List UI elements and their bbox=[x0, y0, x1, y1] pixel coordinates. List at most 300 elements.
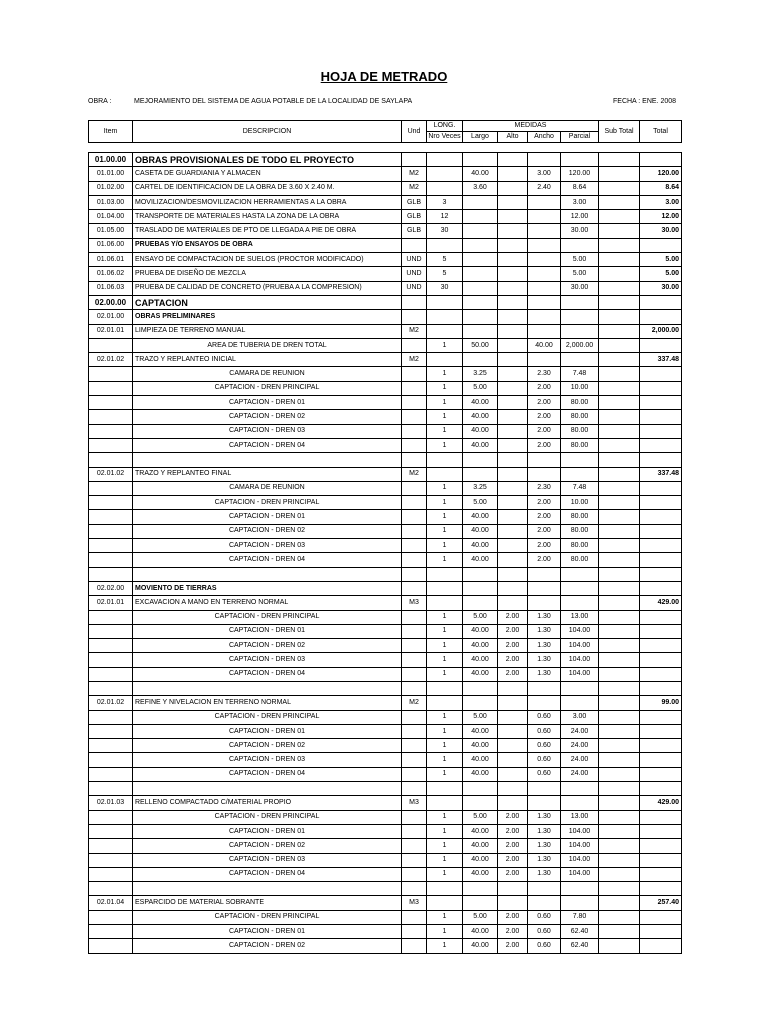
unit-cell bbox=[402, 338, 427, 352]
alto-cell bbox=[498, 195, 528, 209]
alto-cell bbox=[498, 782, 528, 796]
nro-veces-cell: 1 bbox=[427, 739, 463, 753]
ancho-cell: 1.30 bbox=[528, 853, 561, 867]
largo-cell bbox=[463, 467, 498, 481]
total-cell bbox=[640, 410, 682, 424]
item-cell bbox=[89, 753, 133, 767]
item-cell bbox=[89, 410, 133, 424]
largo-cell: 40.00 bbox=[463, 510, 498, 524]
description-cell: CAPTACION - DREN PRINCIPAL bbox=[133, 810, 402, 824]
ancho-cell: 2.00 bbox=[528, 438, 561, 452]
parcial-cell: 8.64 bbox=[561, 181, 599, 195]
total-cell bbox=[640, 524, 682, 538]
total-cell bbox=[640, 338, 682, 352]
subsection-row bbox=[89, 238, 682, 252]
largo-cell: 3.25 bbox=[463, 481, 498, 495]
alto-cell: 2.00 bbox=[498, 925, 528, 939]
nro-veces-cell bbox=[427, 238, 463, 252]
parcial-cell bbox=[561, 782, 599, 796]
parcial-cell bbox=[561, 882, 599, 896]
header-long: LONG. bbox=[427, 121, 463, 132]
unit-cell bbox=[402, 653, 427, 667]
ancho-cell: 1.30 bbox=[528, 839, 561, 853]
total-cell bbox=[640, 367, 682, 381]
item-cell bbox=[89, 853, 133, 867]
unit-cell bbox=[402, 367, 427, 381]
unit-cell bbox=[402, 610, 427, 624]
ancho-cell bbox=[528, 353, 561, 367]
unit-cell: M2 bbox=[402, 467, 427, 481]
nro-veces-cell: 1 bbox=[427, 338, 463, 352]
description-cell: ESPARCIDO DE MATERIAL SOBRANTE bbox=[133, 896, 402, 910]
largo-cell: 40.00 bbox=[463, 925, 498, 939]
largo-cell: 40.00 bbox=[463, 724, 498, 738]
description-cell: TRAZO Y REPLANTEO INICIAL bbox=[133, 353, 402, 367]
item-cell bbox=[89, 610, 133, 624]
total-cell bbox=[640, 238, 682, 252]
parcial-cell: 104.00 bbox=[561, 824, 599, 838]
item-cell bbox=[89, 925, 133, 939]
total-cell: 429.00 bbox=[640, 796, 682, 810]
alto-cell bbox=[498, 681, 528, 695]
sub-total-cell bbox=[599, 581, 640, 595]
sub-total-cell bbox=[599, 696, 640, 710]
largo-cell bbox=[463, 267, 498, 281]
alto-cell bbox=[498, 253, 528, 267]
alto-cell: 2.00 bbox=[498, 824, 528, 838]
unit-cell bbox=[402, 310, 427, 324]
ancho-cell: 2.00 bbox=[528, 424, 561, 438]
alto-cell bbox=[498, 796, 528, 810]
ancho-cell: 2.00 bbox=[528, 510, 561, 524]
description-cell: CAPTACION - DREN 04 bbox=[133, 438, 402, 452]
unit-cell bbox=[402, 824, 427, 838]
description-cell: LIMPIEZA DE TERRENO MANUAL bbox=[133, 324, 402, 338]
largo-cell: 40.00 bbox=[463, 667, 498, 681]
ancho-cell: 1.30 bbox=[528, 810, 561, 824]
item-cell bbox=[89, 939, 133, 953]
table-row bbox=[89, 624, 682, 638]
sub-total-cell bbox=[599, 367, 640, 381]
largo-cell: 40.00 bbox=[463, 438, 498, 452]
unit-cell bbox=[402, 839, 427, 853]
table-row bbox=[89, 481, 682, 495]
table-row bbox=[89, 739, 682, 753]
largo-cell: 40.00 bbox=[463, 424, 498, 438]
total-cell bbox=[640, 539, 682, 553]
ancho-cell bbox=[528, 210, 561, 224]
largo-cell: 40.00 bbox=[463, 539, 498, 553]
description-cell: CAPTACION - DREN 02 bbox=[133, 839, 402, 853]
nro-veces-cell: 1 bbox=[427, 667, 463, 681]
parcial-cell bbox=[561, 596, 599, 610]
total-cell: 12.00 bbox=[640, 210, 682, 224]
table-row bbox=[89, 224, 682, 238]
parcial-cell: 80.00 bbox=[561, 539, 599, 553]
largo-cell: 40.00 bbox=[463, 553, 498, 567]
page-title: HOJA DE METRADO bbox=[320, 69, 448, 84]
sub-total-cell bbox=[599, 553, 640, 567]
total-cell bbox=[640, 667, 682, 681]
unit-cell: M2 bbox=[402, 696, 427, 710]
sub-total-cell bbox=[599, 796, 640, 810]
item-cell: 01.05.00 bbox=[89, 224, 133, 238]
table-row bbox=[89, 539, 682, 553]
ancho-cell: 2.00 bbox=[528, 410, 561, 424]
parcial-cell bbox=[561, 453, 599, 467]
alto-cell bbox=[498, 739, 528, 753]
ancho-cell bbox=[528, 782, 561, 796]
description-cell: OBRAS PRELIMINARES bbox=[133, 310, 402, 324]
ancho-cell: 1.30 bbox=[528, 624, 561, 638]
header-descripcion: DESCRIPCION bbox=[133, 121, 402, 143]
sub-total-cell bbox=[599, 481, 640, 495]
alto-cell bbox=[498, 453, 528, 467]
item-cell: 02.01.03 bbox=[89, 796, 133, 810]
alto-cell bbox=[498, 438, 528, 452]
table-row bbox=[89, 195, 682, 209]
largo-cell bbox=[463, 310, 498, 324]
parcial-cell: 10.00 bbox=[561, 496, 599, 510]
nro-veces-cell bbox=[427, 796, 463, 810]
description-cell: RELLENO COMPACTADO C/MATERIAL PROPIO bbox=[133, 796, 402, 810]
parcial-cell bbox=[561, 153, 599, 167]
table-row bbox=[89, 281, 682, 295]
ancho-cell: 2.40 bbox=[528, 181, 561, 195]
description-cell: TRASLADO DE MATERIALES DE PTO DE LLEGADA A PIE DE OBRA bbox=[133, 224, 402, 238]
unit-cell: UND bbox=[402, 281, 427, 295]
nro-veces-cell: 1 bbox=[427, 925, 463, 939]
total-cell bbox=[640, 653, 682, 667]
unit-cell bbox=[402, 739, 427, 753]
sub-total-cell bbox=[599, 181, 640, 195]
sub-total-cell bbox=[599, 453, 640, 467]
item-cell: 02.01.04 bbox=[89, 896, 133, 910]
parcial-cell bbox=[561, 696, 599, 710]
item-cell bbox=[89, 882, 133, 896]
item-cell: 01.06.02 bbox=[89, 267, 133, 281]
largo-cell: 40.00 bbox=[463, 939, 498, 953]
nro-veces-cell: 1 bbox=[427, 853, 463, 867]
table-row bbox=[89, 667, 682, 681]
table-row bbox=[89, 867, 682, 881]
item-cell bbox=[89, 867, 133, 881]
alto-cell bbox=[498, 396, 528, 410]
alto-cell bbox=[498, 238, 528, 252]
description-cell: CAPTACION - DREN 02 bbox=[133, 410, 402, 424]
item-cell: 01.03.00 bbox=[89, 195, 133, 209]
item-cell bbox=[89, 839, 133, 853]
unit-cell bbox=[402, 510, 427, 524]
alto-cell bbox=[498, 381, 528, 395]
description-cell: MOVIENTO DE TIERRAS bbox=[133, 581, 402, 595]
nro-veces-cell: 1 bbox=[427, 396, 463, 410]
unit-cell bbox=[402, 453, 427, 467]
alto-cell: 2.00 bbox=[498, 853, 528, 867]
total-cell bbox=[640, 939, 682, 953]
description-cell: CAPTACION - DREN 01 bbox=[133, 396, 402, 410]
alto-cell: 2.00 bbox=[498, 939, 528, 953]
parcial-cell bbox=[561, 324, 599, 338]
unit-cell bbox=[402, 882, 427, 896]
ancho-cell bbox=[528, 295, 561, 309]
description-cell: TRAZO Y REPLANTEO FINAL bbox=[133, 467, 402, 481]
header-largo: Largo bbox=[463, 132, 498, 143]
total-cell bbox=[640, 824, 682, 838]
unit-cell: M2 bbox=[402, 353, 427, 367]
parcial-cell: 7.48 bbox=[561, 367, 599, 381]
unit-cell bbox=[402, 681, 427, 695]
total-cell bbox=[640, 310, 682, 324]
obra-label: OBRA : bbox=[88, 98, 112, 105]
alto-cell bbox=[498, 896, 528, 910]
table-row bbox=[89, 767, 682, 781]
table-row bbox=[89, 210, 682, 224]
alto-cell bbox=[498, 181, 528, 195]
alto-cell bbox=[498, 696, 528, 710]
unit-cell: M3 bbox=[402, 796, 427, 810]
total-cell bbox=[640, 839, 682, 853]
largo-cell: 40.00 bbox=[463, 767, 498, 781]
total-cell bbox=[640, 867, 682, 881]
largo-cell: 5.00 bbox=[463, 381, 498, 395]
unit-cell bbox=[402, 724, 427, 738]
largo-cell: 40.00 bbox=[463, 839, 498, 853]
description-cell: CAMARA DE REUNION bbox=[133, 481, 402, 495]
nro-veces-cell bbox=[427, 167, 463, 181]
nro-veces-cell bbox=[427, 882, 463, 896]
header-item: Item bbox=[89, 121, 133, 143]
item-cell bbox=[89, 824, 133, 838]
ancho-cell: 2.00 bbox=[528, 553, 561, 567]
largo-cell: 40.00 bbox=[463, 167, 498, 181]
unit-cell: GLB bbox=[402, 210, 427, 224]
parcial-cell: 24.00 bbox=[561, 753, 599, 767]
description-cell: CAPTACION - DREN 03 bbox=[133, 853, 402, 867]
unit-cell bbox=[402, 410, 427, 424]
unit-cell bbox=[402, 424, 427, 438]
table-row bbox=[89, 896, 682, 910]
total-cell: 8.64 bbox=[640, 181, 682, 195]
parcial-cell: 5.00 bbox=[561, 267, 599, 281]
largo-cell: 40.00 bbox=[463, 867, 498, 881]
ancho-cell: 0.60 bbox=[528, 724, 561, 738]
nro-veces-cell: 1 bbox=[427, 624, 463, 638]
description-cell: CAMARA DE REUNION bbox=[133, 367, 402, 381]
unit-cell bbox=[402, 496, 427, 510]
largo-cell: 5.00 bbox=[463, 810, 498, 824]
ancho-cell bbox=[528, 681, 561, 695]
alto-cell bbox=[498, 410, 528, 424]
unit-cell bbox=[402, 667, 427, 681]
parcial-cell: 24.00 bbox=[561, 724, 599, 738]
parcial-cell: 104.00 bbox=[561, 667, 599, 681]
table-row bbox=[89, 496, 682, 510]
ancho-cell: 0.60 bbox=[528, 710, 561, 724]
parcial-cell bbox=[561, 681, 599, 695]
alto-cell bbox=[498, 281, 528, 295]
description-cell: CAPTACION - DREN 03 bbox=[133, 424, 402, 438]
sub-total-cell bbox=[599, 224, 640, 238]
nro-veces-cell: 1 bbox=[427, 724, 463, 738]
nro-veces-cell: 1 bbox=[427, 653, 463, 667]
description-cell: CAPTACION - DREN 02 bbox=[133, 739, 402, 753]
table-row bbox=[89, 167, 682, 181]
table-row bbox=[89, 639, 682, 653]
ancho-cell: 0.60 bbox=[528, 925, 561, 939]
alto-cell: 2.00 bbox=[498, 653, 528, 667]
item-cell: 02.01.02 bbox=[89, 353, 133, 367]
total-cell bbox=[640, 581, 682, 595]
alto-cell bbox=[498, 153, 528, 167]
nro-veces-cell bbox=[427, 181, 463, 195]
description-cell: CAPTACION - DREN 04 bbox=[133, 667, 402, 681]
ancho-cell bbox=[528, 224, 561, 238]
total-cell bbox=[640, 810, 682, 824]
table-row bbox=[89, 353, 682, 367]
alto-cell bbox=[498, 338, 528, 352]
item-cell bbox=[89, 567, 133, 581]
unit-cell bbox=[402, 910, 427, 924]
unit-cell bbox=[402, 867, 427, 881]
description-cell: AREA DE TUBERIA DE DREN TOTAL bbox=[133, 338, 402, 352]
parcial-cell: 104.00 bbox=[561, 867, 599, 881]
parcial-cell: 104.00 bbox=[561, 853, 599, 867]
table-row bbox=[89, 181, 682, 195]
parcial-cell bbox=[561, 796, 599, 810]
item-cell bbox=[89, 782, 133, 796]
total-cell bbox=[640, 910, 682, 924]
description-cell: CAPTACION - DREN 03 bbox=[133, 539, 402, 553]
unit-cell bbox=[402, 553, 427, 567]
unit-cell bbox=[402, 481, 427, 495]
nro-veces-cell bbox=[427, 453, 463, 467]
sub-total-cell bbox=[599, 724, 640, 738]
largo-cell bbox=[463, 224, 498, 238]
description-cell: CAPTACION - DREN 02 bbox=[133, 524, 402, 538]
header-und: Und bbox=[402, 121, 427, 143]
sub-total-cell bbox=[599, 667, 640, 681]
parcial-cell bbox=[561, 310, 599, 324]
nro-veces-cell bbox=[427, 567, 463, 581]
largo-cell bbox=[463, 896, 498, 910]
description-cell bbox=[133, 567, 402, 581]
blank-row bbox=[89, 782, 682, 796]
nro-veces-cell: 1 bbox=[427, 639, 463, 653]
header-parcial: Parcial bbox=[561, 132, 599, 143]
alto-cell bbox=[498, 295, 528, 309]
parcial-cell: 13.00 bbox=[561, 610, 599, 624]
parcial-cell: 80.00 bbox=[561, 510, 599, 524]
sub-total-cell bbox=[599, 639, 640, 653]
parcial-cell: 12.00 bbox=[561, 210, 599, 224]
description-cell: CAPTACION - DREN PRINCIPAL bbox=[133, 910, 402, 924]
table-row bbox=[89, 610, 682, 624]
ancho-cell bbox=[528, 896, 561, 910]
alto-cell bbox=[498, 753, 528, 767]
nro-veces-cell bbox=[427, 324, 463, 338]
parcial-cell: 104.00 bbox=[561, 624, 599, 638]
description-cell: MOVILIZACION/DESMOVILIZACION HERRAMIENTAS A LA OBRA bbox=[133, 195, 402, 209]
ancho-cell: 1.30 bbox=[528, 639, 561, 653]
ancho-cell: 2.30 bbox=[528, 481, 561, 495]
parcial-cell: 80.00 bbox=[561, 553, 599, 567]
table-row bbox=[89, 925, 682, 939]
parcial-cell bbox=[561, 295, 599, 309]
description-cell: REFINE Y NIVELACION EN TERRENO NORMAL bbox=[133, 696, 402, 710]
nro-veces-cell: 1 bbox=[427, 438, 463, 452]
nro-veces-cell: 1 bbox=[427, 767, 463, 781]
blank-row bbox=[89, 567, 682, 581]
nro-veces-cell: 1 bbox=[427, 910, 463, 924]
parcial-cell: 24.00 bbox=[561, 739, 599, 753]
alto-cell bbox=[498, 424, 528, 438]
sub-total-cell bbox=[599, 853, 640, 867]
header-sub-total: Sub Total bbox=[599, 121, 640, 143]
total-cell bbox=[640, 153, 682, 167]
unit-cell bbox=[402, 581, 427, 595]
sub-total-cell bbox=[599, 610, 640, 624]
item-cell: 02.01.00 bbox=[89, 310, 133, 324]
ancho-cell: 1.30 bbox=[528, 824, 561, 838]
parcial-cell: 3.00 bbox=[561, 195, 599, 209]
sub-total-cell bbox=[599, 681, 640, 695]
alto-cell bbox=[498, 210, 528, 224]
alto-cell bbox=[498, 224, 528, 238]
table-row bbox=[89, 324, 682, 338]
unit-cell bbox=[402, 710, 427, 724]
total-cell bbox=[640, 496, 682, 510]
parcial-cell: 2,000.00 bbox=[561, 338, 599, 352]
total-cell bbox=[640, 424, 682, 438]
nro-veces-cell bbox=[427, 153, 463, 167]
description-cell: CAPTACION - DREN 02 bbox=[133, 939, 402, 953]
alto-cell bbox=[498, 581, 528, 595]
sub-total-cell bbox=[599, 739, 640, 753]
alto-cell bbox=[498, 510, 528, 524]
sub-total-cell bbox=[599, 238, 640, 252]
nro-veces-cell bbox=[427, 467, 463, 481]
largo-cell bbox=[463, 353, 498, 367]
unit-cell bbox=[402, 853, 427, 867]
parcial-cell: 30.00 bbox=[561, 224, 599, 238]
description-cell: ENSAYO DE COMPACTACION DE SUELOS (PROCTOR MODIFICADO) bbox=[133, 253, 402, 267]
total-cell: 99.00 bbox=[640, 696, 682, 710]
table-row bbox=[89, 696, 682, 710]
total-cell bbox=[640, 396, 682, 410]
nro-veces-cell: 1 bbox=[427, 867, 463, 881]
largo-cell: 40.00 bbox=[463, 396, 498, 410]
nro-veces-cell: 1 bbox=[427, 710, 463, 724]
description-cell: EXCAVACION A MANO EN TERRENO NORMAL bbox=[133, 596, 402, 610]
item-cell: 01.06.03 bbox=[89, 281, 133, 295]
alto-cell bbox=[498, 524, 528, 538]
item-cell bbox=[89, 481, 133, 495]
largo-cell: 5.00 bbox=[463, 610, 498, 624]
subsection-row bbox=[89, 581, 682, 595]
nro-veces-cell bbox=[427, 681, 463, 695]
description-cell: TRANSPORTE DE MATERIALES HASTA LA ZONA DE LA OBRA bbox=[133, 210, 402, 224]
description-cell: CAPTACION - DREN PRINCIPAL bbox=[133, 381, 402, 395]
parcial-cell: 13.00 bbox=[561, 810, 599, 824]
ancho-cell bbox=[528, 453, 561, 467]
ancho-cell bbox=[528, 467, 561, 481]
largo-cell bbox=[463, 210, 498, 224]
blank-row bbox=[89, 681, 682, 695]
nro-veces-cell bbox=[427, 596, 463, 610]
parcial-cell: 3.00 bbox=[561, 710, 599, 724]
description-cell: CAPTACION bbox=[133, 295, 402, 309]
